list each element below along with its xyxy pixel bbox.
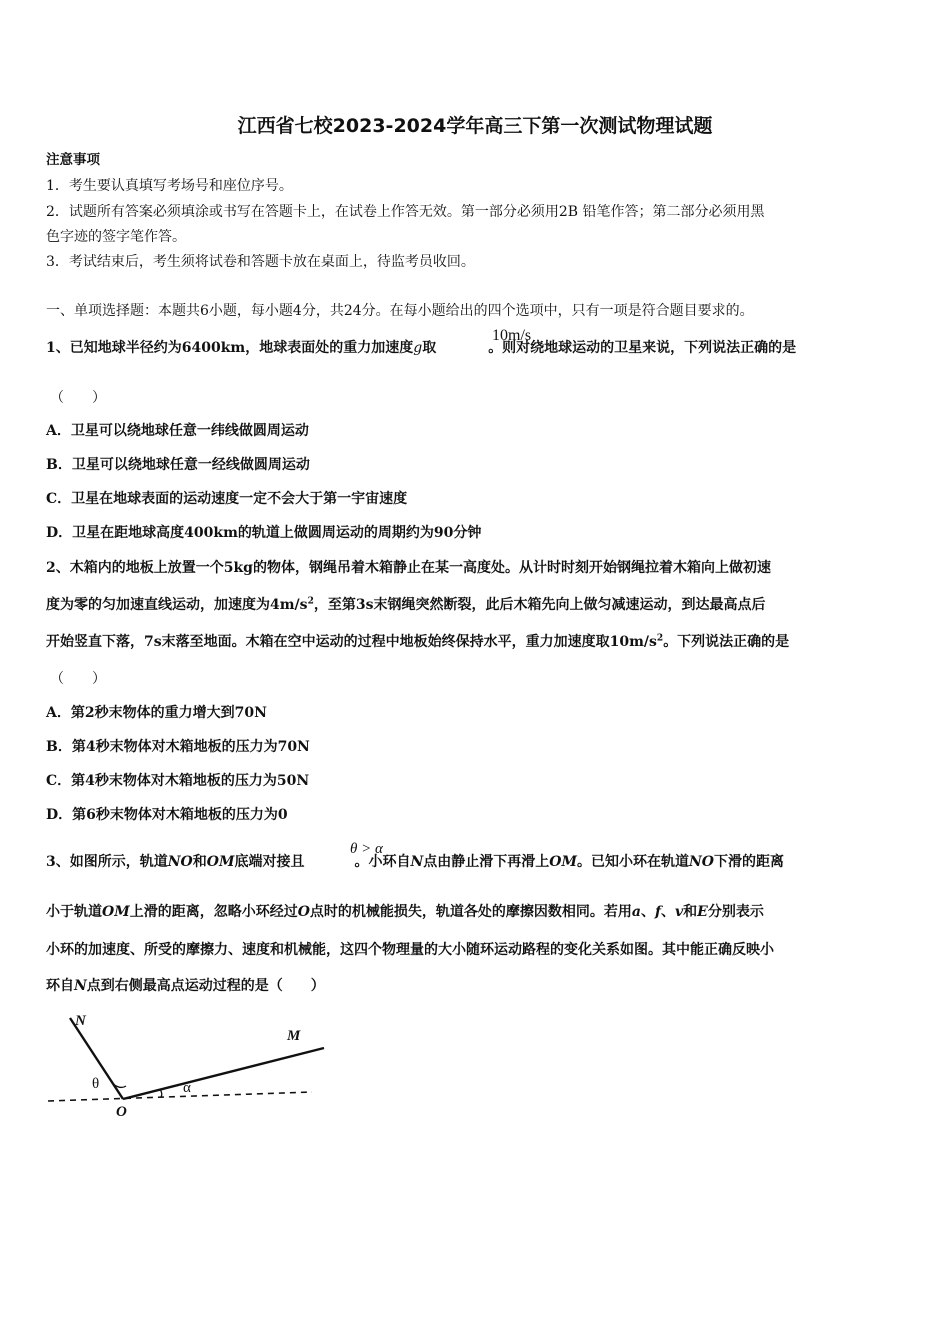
q3-text: 、 — [640, 904, 655, 920]
q3-symbol-v: v — [675, 904, 684, 920]
q1-option-a: A．卫星可以绕地球任意一纬线做圆周运动 — [46, 423, 309, 439]
notice-item-3: 3．考试结束后，考生须将试卷和答题卡放在桌面上，待监考员收回。 — [46, 254, 475, 270]
label-theta: θ — [92, 1076, 100, 1092]
q2-sup-1: 2 — [307, 596, 314, 607]
q3-track-figure — [40, 1006, 340, 1122]
q1-stem-part-a: 1、已知地球半径约为6400km，地球表面处的重力加速度 — [46, 340, 414, 356]
q3-symbol-NO: NO — [688, 854, 714, 870]
q3-formula-image: θ > α — [350, 841, 383, 857]
q3-line-1 — [46, 852, 784, 872]
q3-text: 。已知小环在轨道 — [576, 854, 689, 870]
q2-answer-bracket: （ ） — [50, 671, 106, 687]
notice-item-2-cont: 色字迹的签字笔作答。 — [46, 229, 186, 245]
q3-line-3: 小环的加速度、所受的摩擦力、速度和机械能，这四个物理量的大小随环运动路程的变化关系如图。其中能正确反映小 — [46, 942, 774, 958]
q3-text: 、 — [661, 904, 676, 920]
q2-line-1: 2、木箱内的地板上放置一个5kg的物体，钢绳吊着木箱静止在某一高度处。从计时时刻开始钢绳拉着木箱向上做初速 — [46, 560, 771, 576]
q3-text: 点到右侧最高点运动过程的是（ ） — [86, 978, 325, 994]
q1-stem — [46, 338, 796, 358]
q2-line-3 — [46, 632, 789, 652]
q2-option-c: C．第4秒末物体对木箱地板的压力为50N — [46, 773, 310, 789]
notice-item-2: 2．试题所有答案必须填涂或书写在答题卡上，在试卷上作答无效。第一部分必须用2B 铅笔作答；第二部分必须用黑 — [46, 204, 765, 220]
q2-line-3b: 。下列说法正确的是 — [663, 634, 790, 650]
q3-text: 和 — [192, 854, 207, 870]
q3-line-4 — [46, 976, 325, 996]
q2-option-a: A．第2秒末物体的重力增大到70N — [46, 705, 267, 721]
q3-text: 3、如图所示，轨道 — [46, 854, 168, 870]
q1-option-c: C．卫星在地球表面的运动速度一定不会大于第一宇宙速度 — [46, 491, 408, 507]
q3-text: 底端对接且 — [234, 854, 305, 870]
q2-line-2a: 度为零的匀加速直线运动，加速度为4m/s — [46, 597, 308, 613]
page-title: 江西省七校2023-2024学年高三下第一次测试物理试题 — [237, 115, 713, 137]
track-OM — [123, 1048, 324, 1099]
q3-symbol-O: O — [297, 904, 310, 920]
q3-text: 下滑的距离 — [713, 854, 784, 870]
q3-text: 小于轨道 — [46, 904, 102, 920]
q3-text: 上滑的距离，忽略小环经过 — [129, 904, 298, 920]
label-N: N — [75, 1013, 86, 1029]
q3-text: 点由静止滑下再滑上 — [423, 854, 550, 870]
q2-sup-2: 2 — [656, 633, 664, 644]
q1-stem-part-c: 。则对绕地球运动的卫星来说，下列说法正确的是 — [488, 340, 797, 356]
q3-text: 。小环自 — [354, 854, 411, 870]
label-alpha: α — [183, 1080, 191, 1096]
q3-symbol-OM: OM — [549, 854, 577, 870]
q3-text: 和 — [683, 904, 698, 920]
q3-symbol-a: a — [631, 904, 641, 920]
q3-symbol-f: f — [654, 904, 662, 920]
q3-symbol-E: E — [697, 904, 708, 920]
q1-option-d: D．卫星在距地球高度400km的轨道上做圆周运动的周期约为90分钟 — [46, 525, 482, 541]
notice-heading: 注意事项 — [46, 152, 100, 168]
q3-line-2 — [46, 902, 764, 922]
q1-stem-part-b: 取 — [422, 340, 437, 356]
q3-symbol-N: N — [410, 854, 424, 870]
label-M: M — [287, 1028, 301, 1044]
q2-line-3a: 开始竖直下落，7s末落至地面。木箱在空中运动的过程中地板始终保持水平，重力加速度取10m/s — [46, 634, 657, 650]
q2-line-2b: ，至第3s末钢绳突然断裂，此后木箱先向上做匀减速运动，到达最高点后 — [313, 597, 766, 613]
q2-option-b: B．第4秒末物体对木箱地板的压力为70N — [46, 739, 310, 755]
q2-option-d: D．第6秒末物体对木箱地板的压力为0 — [46, 807, 288, 823]
notice-item-1: 1．考生要认真填写考场号和座位序号。 — [46, 178, 293, 194]
section-heading: 一、单项选择题：本题共6小题，每小题4分，共24分。在每小题给出的四个选项中，只有一项是符合题目要求的。 — [46, 303, 754, 319]
q1-formula-image: 10m/s — [492, 327, 532, 344]
q1-option-b: B．卫星可以绕地球任意一经线做圆周运动 — [46, 457, 310, 473]
q3-text: 环自 — [46, 978, 74, 994]
q3-symbol-OM: OM — [206, 854, 235, 870]
q2-line-2 — [46, 595, 765, 615]
ground-dashed-line — [48, 1092, 312, 1101]
q3-symbol-OM: OM — [102, 904, 130, 920]
q3-symbol-NO: NO — [167, 854, 193, 870]
q3-text: 点时的机械能损失，轨道各处的摩擦因数相同。若用 — [309, 904, 632, 920]
label-O: O — [116, 1104, 127, 1120]
q3-text: 分别表示 — [707, 904, 764, 920]
q3-symbol-N: N — [74, 978, 87, 994]
q1-answer-bracket: （ ） — [50, 390, 106, 406]
q1-symbol-g: g — [413, 340, 423, 356]
